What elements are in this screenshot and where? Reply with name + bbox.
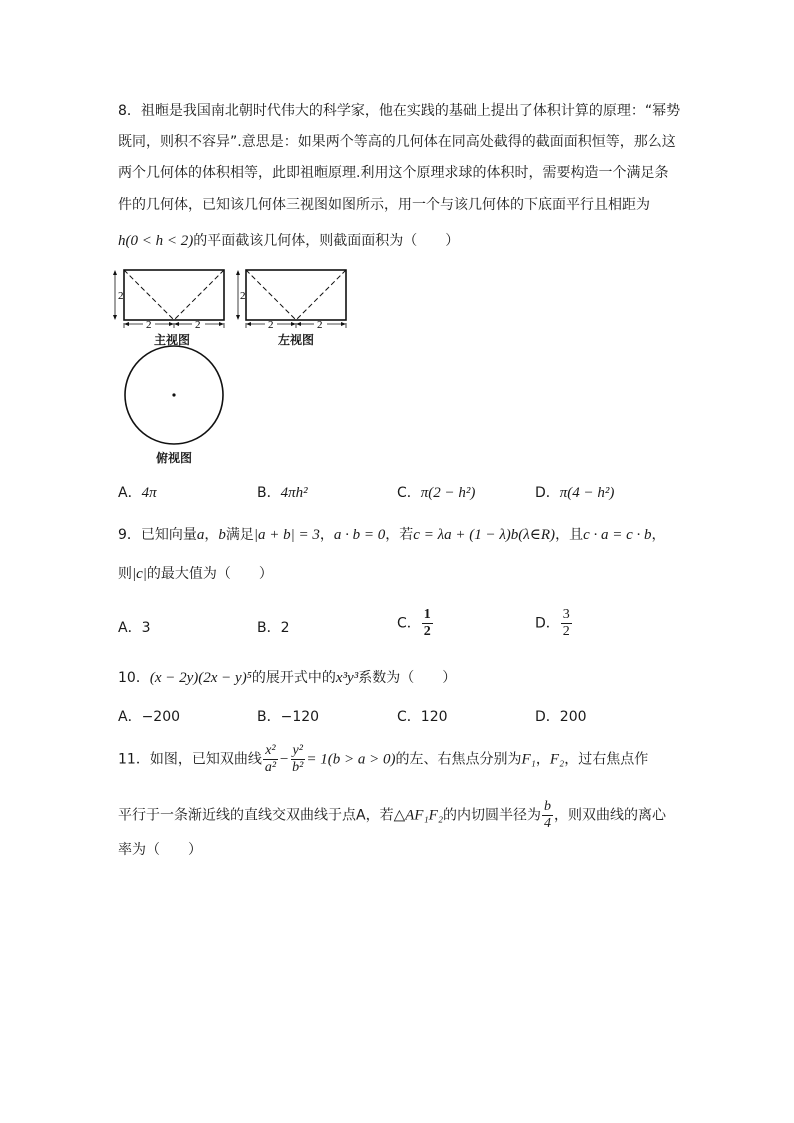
option-value: 3 [141,620,151,636]
separator: ， [385,527,400,543]
side-view [236,270,346,331]
option-letter: D． [535,485,560,501]
option-value: 200 [559,709,587,725]
q8-line-4: 件的几何体，已知该几何体三视图如图所示，用一个与该几何体的下底面平行且相距为 [118,197,650,213]
q11-prefix: 11．如图，已知双曲线 [118,751,262,768]
option-value: −120 [280,709,320,725]
fraction-numerator: 1 [423,607,431,622]
frac-x2-a2 [263,744,278,775]
focus-f1: F₁ [521,751,536,768]
q9-option-c[interactable] [397,608,434,639]
q11-line-2-a: 平行于一条渐近线的直线交双曲线于点A，若 [118,807,394,824]
q9-option-a[interactable] [118,617,151,637]
q10-option-d[interactable] [535,706,587,726]
fraction-denominator: b² [292,760,304,775]
fraction-numerator: b [544,799,552,814]
q8-line-5-text: 的平面截该几何体，则截面面积为（ ） [193,233,460,249]
option-value: 4π [141,485,157,501]
separator: ， [535,751,550,768]
fraction-denominator: a² [264,760,277,775]
side-height-label: 2 [240,290,246,302]
q11-line-2 [118,800,666,831]
vector-a: a [196,527,205,543]
separator: ， [651,527,666,543]
q9-condition-1: |a + b| = 3 [253,527,320,543]
q10-option-b[interactable] [257,706,319,726]
q9-line-2 [118,564,273,584]
option-letter: D． [535,709,560,725]
option-fraction [561,608,572,639]
fraction-denominator: 2 [562,624,570,639]
q9-and-text: 且 [569,527,584,543]
q11-line-1 [118,744,648,775]
q10-option-c[interactable] [397,706,448,726]
q8-option-b[interactable] [257,482,308,502]
q8-line-3: 两个几何体的体积相等，此即祖暅原理.利用这个原理求球的体积时，需要构造一个满足条 [118,165,669,181]
option-letter: A． [118,709,142,725]
q10-prefix: 10． [118,670,150,686]
option-letter: C． [397,709,421,725]
q9-line-2-text: 的最大值为（ ） [146,566,273,582]
side-width-left-label: 2 [268,319,274,331]
radius-fraction [542,800,553,831]
q11-equation-rest: = 1(b > a > 0) [306,751,396,768]
fraction-denominator: 2 [423,624,431,639]
q8-option-a[interactable] [118,482,157,502]
q9-condition-3: c = λa + (1 − λ)b(λ∈R) [413,527,556,543]
option-value: π(2 − h²) [420,485,476,501]
top-view-caption: 俯视图 [156,451,193,465]
q8-line-5 [118,231,459,251]
q10-mid-text: 的展开式中的 [251,670,336,686]
q9-prefix: 9．已知向量 [118,527,197,543]
abs-c: |c| [132,566,147,582]
q9-condition-2: a · b = 0 [333,527,386,543]
q8-option-d[interactable] [535,482,614,502]
option-letter: C． [397,615,421,632]
q10-option-a[interactable] [118,706,180,726]
q11-text-1: 的左、右焦点分别为 [395,751,522,768]
fraction-numerator: x² [265,743,276,758]
front-width-right-label: 2 [195,319,201,331]
q9-then-text: 则 [118,566,132,582]
q8-line-2: 既同，则积不容异”.意思是：如果两个等高的几何体在同高处截得的截面面积恒等，那么这 [118,134,676,150]
q9-if-text: 若 [399,527,414,543]
option-letter: A． [118,620,142,636]
option-value: −200 [141,709,181,725]
q9-line-1 [118,525,666,545]
q8-option-c[interactable] [397,482,475,502]
option-letter: A． [118,485,142,501]
front-width-left-label: 2 [146,319,152,331]
q11-line-2-c: ，则双曲线的离心 [554,807,667,824]
option-fraction [422,608,433,639]
option-letter: B． [257,709,281,725]
option-letter: C． [397,485,421,501]
front-view [113,270,224,331]
q11-line-2-b: 的内切圆半径为 [443,807,542,824]
fraction-numerator: y² [292,743,303,758]
q9-option-b[interactable] [257,617,290,637]
option-letter: D． [535,615,560,632]
separator: ， [555,527,570,543]
frac-y2-b2 [290,744,305,775]
option-letter: B． [257,620,281,636]
top-view [125,346,223,444]
triangle-af1f2: △AF₁F₂ [393,807,444,824]
three-view-figure [112,266,362,466]
vector-b: b [218,527,226,543]
q10-expression: (x − 2y)(2x − y)⁵ [149,670,252,686]
q10-term: x³y³ [335,670,359,686]
option-value: π(4 − h²) [559,485,615,501]
minus-sign: − [279,751,290,768]
q8-condition-math: h(0 < h < 2) [118,233,194,249]
side-width-right-label: 2 [317,319,323,331]
focus-f2: F₂ [549,751,565,768]
q10-line-1 [118,668,456,688]
q11-line-3: 率为（ ） [118,842,202,858]
option-value: 4πh² [280,485,308,501]
q10-suffix: 系数为（ ） [358,670,457,686]
q9-option-d[interactable] [535,608,573,639]
front-view-caption: 主视图 [154,333,191,347]
q9-condition-text: 满足 [225,527,254,543]
separator: ， [204,527,219,543]
option-value: 120 [420,709,448,725]
option-value: 2 [280,620,290,636]
q11-text-2: ，过右焦点作 [564,751,649,768]
separator: ， [319,527,334,543]
front-height-label: 2 [118,290,124,302]
q8-line-1: 8．祖暅是我国南北朝时代伟大的科学家，他在实践的基础上提出了体积计算的原理：“幂势 [118,103,681,119]
fraction-denominator: 4 [544,816,552,831]
option-letter: B． [257,485,281,501]
fraction-numerator: 3 [562,607,570,622]
q9-condition-4: c · a = c · b [583,527,652,543]
side-view-caption: 左视图 [278,333,315,347]
